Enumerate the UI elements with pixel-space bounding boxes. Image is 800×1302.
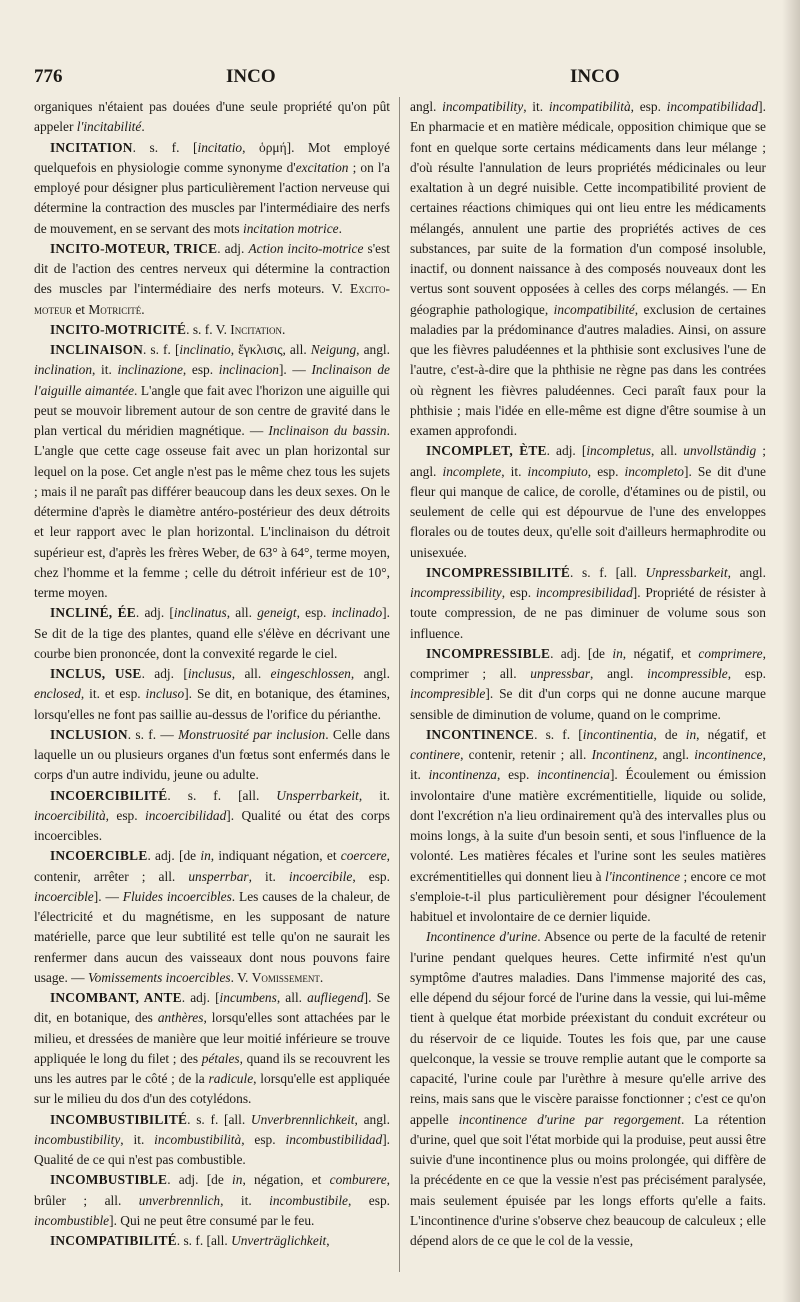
entry-text: . adj.: [217, 240, 249, 256]
italic-term: Inclinaison de l'aiguille aimantée: [34, 362, 390, 398]
entry-headword: INCOMPRESSIBLE: [426, 645, 551, 661]
entry-text: , indiquant négation, et: [210, 848, 341, 864]
italic-term: enclosed: [34, 686, 81, 702]
entry-headword: INCOMBANT, ANTE: [50, 990, 182, 1005]
entry-text: . L'angle que fait avec l'horizon une aiguille qui peut se mouvoir librement autour de son centre de gravité dans le plan vertical du méridien magnétique. —: [34, 382, 390, 438]
italic-term: inclinado: [331, 605, 383, 621]
dictionary-entry: [34, 340, 390, 603]
italic-term: Unverträglichkeit: [231, 1233, 327, 1248]
entry-text: . Les causes de la chaleur, de l'électricité et du magnétisme, en les supposant de nature matérielle, parce que leur subtilité est telle qu'on ne saurait les renfermer dans aucun des vaisseaux dont nous pouvons faire usage. —: [34, 888, 390, 985]
entry-text: , de: [653, 726, 686, 742]
dictionary-entry: [410, 725, 766, 928]
entry-text: , comprimer ; all.: [410, 645, 766, 681]
entry-text: , it.: [501, 463, 528, 479]
entry-text: . adj. [: [141, 666, 188, 681]
italic-term: unvollständig: [683, 443, 757, 459]
italic-term: coercere: [340, 848, 387, 864]
italic-term: inclinatio: [179, 342, 231, 357]
entry-text: , angl.: [590, 666, 648, 681]
entry-text: ]. Se dit de la tige des plantes, quand elle s'élève en décrivant une courbe bien prononcée, dont la convexité regarde le ciel.: [34, 605, 390, 661]
left-column: [34, 97, 390, 1282]
entry-headword: INCLUS, USE: [50, 666, 142, 681]
cross-reference: Excito-moteur: [34, 281, 390, 317]
entry-text: . adj. [de: [147, 848, 201, 864]
entry-headword: INCOERCIBLE: [50, 848, 148, 864]
italic-term: Vomissements incoercibles: [87, 969, 231, 985]
entry-text: , all.: [651, 443, 684, 459]
entry-text: , esp.: [241, 1131, 286, 1147]
entry-text: ]. Qualité de ce qui n'est pas combustible.: [34, 1131, 390, 1167]
entry-text: ]. Écoulement ou émission involontaire d'une matière excrémentitielle, liquide ou solide, dont l'excrétion n'a lieu ordinairement qu'à des intervalles plus ou moins longs, à la suite d'un besoin senti, et sous l'influence de la volonté. Les matières fécales et l'urine sont les seules matières excrémentitielles qui donnent lieu à: [410, 767, 766, 884]
italic-term: Action incito-motrice: [248, 240, 364, 256]
italic-term: anthères: [157, 1010, 204, 1026]
entry-text: , négation, et: [242, 1172, 330, 1188]
dictionary-entry: [34, 1231, 390, 1251]
italic-term: inclusus: [187, 666, 232, 681]
entry-text: ; on l'a employé pour désigner plus particulièrement l'action nerveuse qui détermine la contraction des muscles par l'intermédiaire des nerfs de mouvement, en se servant des mots: [34, 159, 390, 236]
entry-text: . V.: [230, 969, 252, 985]
dictionary-entry: [34, 988, 390, 1110]
entry-text: , angl.: [727, 564, 766, 580]
entry-text: . Celle dans laquelle un ou plusieurs organes d'un fœtus sont enfermés dans le corps d'un autre individu, jeune ou adulte.: [34, 726, 390, 783]
entry-text: , it.: [92, 362, 118, 378]
column-divider: [399, 97, 400, 1272]
italic-term: Inclinaison du bassin: [268, 423, 387, 438]
dictionary-entry: [34, 138, 390, 239]
italic-term: in: [685, 726, 697, 742]
italic-term: geneigt: [257, 605, 297, 621]
entry-text: ]. En pharmacie et en matière médicale, opposition chimique que se font en quelque sorte certains médicaments dans leur mélange ; d'où résulte l'annulation de leurs propriétés médicinales ou leur exaltation à un degré nuisible. Cette incompatibilité provient de certaines réactions chimiques qui ont lieu entre les médicaments mélangés, annulent une partie des propriétés actives de ces substances, par suite de la formation d'un composé insoluble, inactif, ou donnent naissance à des composés nouveaux dont les vertus sont souvent opposées à celles des corps mélangés. — En géographie pathologique,: [410, 99, 766, 317]
entry-headword: INCOMBUSTIBILITÉ: [50, 1111, 188, 1127]
entry-text: . L'angle que cette cage osseuse fait avec un plan horizontal sur lequel on la pose. Cet angle n'est pas le même chez tous les sujets ; mais il ne paraît pas différer beaucoup dans les deux sexes. On le détermine d'après le diamètre antéro-postérieur des deux détroits et leur rapport avec le plan horizontal. L'inclinaison du détroit supérieur est, d'après les frères Weber, de 63° à 64°, terme moyen, chez l'homme et la femme ; celle du détroit inférieur est de 10°, terme moyen.: [34, 423, 390, 600]
entry-text: , contenir, arrêter ; all.: [34, 848, 390, 884]
entry-headword: INCONTINENCE: [426, 726, 535, 742]
entry-text: ]. Se dit, en botanique, des: [34, 990, 390, 1026]
page-header: [34, 66, 774, 96]
italic-term: Unsperrbarkeit: [276, 787, 359, 803]
entry-text: ]. Se dit, en botanique, des étamines, lorsqu'elles ne font pas saillie au-dessus de l'orifice du périanthe.: [34, 686, 390, 722]
italic-term: in: [200, 848, 211, 864]
italic-term: Unverbrennlichkeit: [250, 1111, 355, 1127]
entry-text: . adj. [: [546, 443, 587, 459]
entry-text: . s. f. V.: [186, 321, 231, 337]
entry-text: organiques n'étaient pas douées d'une seule propriété qu'on pût appeler: [34, 99, 390, 135]
italic-term: incoercibilità: [34, 807, 106, 823]
entry-text: . La rétention d'urine, quel que soit l'état morbide qui la produise, peut aussi être suivie d'une incontinence plus ou moins prolongée, qui diffère de la précédente en ce que la vessie n'est pas précisément paralysée, mais seulement épuisée par les longs efforts qu'elle a faits. L'incontinence d'urine s'observe chez beaucoup de calculeux ; elle dépend alors de ce que le col de la vessie,: [410, 1111, 766, 1248]
dictionary-entry: [34, 320, 390, 340]
italic-term: incumbens: [219, 990, 277, 1005]
entry-text: et: [72, 301, 89, 317]
entry-text: , it.: [220, 1192, 270, 1208]
italic-term: incompleto: [624, 463, 684, 479]
entry-text: , angl.: [654, 747, 695, 762]
entry-text: , esp.: [296, 605, 332, 621]
entry-text: , it.: [523, 99, 549, 114]
italic-term: unverbrennlich: [138, 1192, 221, 1208]
italic-term: incompatibilité: [553, 301, 635, 317]
dictionary-entry: [410, 644, 766, 725]
entry-text: . adj. [: [181, 990, 220, 1005]
entry-headword: INCOMPRESSIBILITÉ: [426, 564, 571, 580]
entry-text: .: [338, 220, 342, 236]
italic-term: Neigung: [310, 342, 357, 357]
entry-text: ; encore ce mot s'emploie-t-il plus particulièrement pour désigner l'écoulement habituel et involontaire de ce dernier liquide.: [410, 868, 766, 924]
entry-headword: INCLINÉ, ÉE: [50, 605, 136, 621]
entry-text: , esp.: [727, 666, 766, 681]
entry-text: , exclusion de certaines maladies par la prédominance d'autres maladies. Ainsi, on assure que les fièvres paludéennes et la phthisie sont exclusives l'une de l'autre, c'est-à-dire que la phthisie ne règne pas dans les contrées où règnent les fièvres paludéennes. Ceci paraît faux pour la phthisie ; mais l'idée en elle-même est digne d'être soumise à un examen approfondi.: [410, 301, 766, 438]
entry-text: , ἔγκλισις, all.: [230, 342, 311, 357]
entry-text: , it.: [248, 868, 289, 884]
entry-text: .: [282, 321, 286, 337]
entry-text: . adj. [: [135, 605, 174, 621]
entry-text: , contenir, retenir ; all.: [460, 747, 592, 762]
italic-term: in: [232, 1172, 243, 1188]
entry-text: angl.: [410, 99, 443, 114]
right-column: [410, 97, 766, 1282]
italic-term: incompressible: [647, 666, 728, 681]
entry-text: , négatif, et: [696, 726, 766, 742]
italic-term: incompatibility: [442, 99, 524, 114]
italic-term: unpressbar: [530, 666, 591, 681]
entry-text: , all.: [231, 666, 271, 681]
entry-headword: INCLUSION: [50, 726, 128, 742]
italic-term: l'incontinence: [605, 868, 681, 884]
entry-headword: INCOMPLET, ÈTE: [426, 443, 547, 459]
italic-term: Incontinenz: [591, 747, 655, 762]
italic-term: incombustibile: [269, 1192, 348, 1208]
entry-text: , esp.: [352, 868, 390, 884]
italic-term: Unpressbarkeit: [645, 564, 728, 580]
italic-term: incontinenza: [428, 767, 497, 783]
entry-text: ,: [326, 1233, 330, 1248]
italic-term: aufliegend: [307, 990, 364, 1005]
italic-term: pétales: [201, 1050, 240, 1066]
entry-headword: INCLINAISON: [50, 342, 143, 357]
italic-term: Fluides incoercibles: [122, 888, 232, 904]
entry-text: . s. f. [all.: [187, 1111, 251, 1127]
italic-term: inclination: [34, 362, 93, 378]
entry-text: ]. Qui ne peut être consumé par le feu.: [109, 1212, 315, 1228]
entry-text: , all.: [276, 990, 308, 1005]
italic-term: inclinatus: [173, 605, 227, 621]
entry-text: , lorsqu'elle est appliquée sur le milieu du dos d'un des cotylédons.: [34, 1071, 390, 1107]
italic-term: incomplete: [442, 463, 502, 479]
italic-term: incompressibility: [410, 585, 502, 600]
entry-text: ]. Se dit d'un corps qui ne donne aucune marque sensible de diminution de volume, quand on le comprime.: [410, 686, 766, 722]
entry-headword: INCITATION: [50, 139, 133, 155]
entry-text: , esp.: [501, 585, 536, 600]
italic-term: incompatibilidad: [666, 99, 759, 114]
italic-term: incitatio: [197, 139, 243, 155]
entry-text: . s. f. [all.: [176, 1233, 232, 1248]
dictionary-entry: [34, 603, 390, 664]
dictionary-entry: [34, 97, 390, 138]
italic-term: incontinencia: [537, 767, 610, 783]
italic-term: incompiuto: [527, 463, 588, 479]
entry-text: s'est dit de l'action des centres nerveux qui détermine la contraction des muscles par l'intermédiaire des nerfs moteurs. V.: [34, 240, 390, 297]
entry-text: .: [319, 969, 324, 985]
entry-text: , esp.: [630, 99, 667, 114]
dictionary-entry: [34, 1170, 390, 1231]
italic-term: incompresible: [410, 686, 486, 702]
italic-term: radicule: [208, 1071, 254, 1086]
italic-term: incoercibilidad: [144, 807, 227, 823]
entry-text: , brûler ; all.: [34, 1172, 390, 1208]
entry-headword: INCOMBUSTIBLE: [50, 1172, 168, 1188]
entry-text: , esp.: [182, 362, 219, 378]
italic-term: incontinence: [694, 747, 763, 762]
italic-term: in: [612, 645, 623, 661]
entry-text: , esp.: [587, 463, 625, 479]
entry-text: , angl.: [350, 666, 390, 681]
page-number: 776: [34, 66, 63, 87]
italic-term: incompatibilità: [548, 99, 631, 114]
italic-term: inclinacion: [218, 362, 279, 378]
italic-term: incombustibilità: [154, 1131, 242, 1147]
italic-term: incluso: [145, 686, 185, 702]
italic-term: Incontinence d'urine: [426, 929, 538, 945]
entry-text: .: [141, 119, 145, 135]
italic-term: incitation motrice: [243, 220, 339, 236]
entry-text: , it.: [410, 747, 766, 783]
entry-text: . s. f. [all.: [570, 564, 646, 580]
italic-term: incoercibile: [288, 868, 353, 884]
entry-text: . s. f. [all.: [167, 787, 277, 803]
dictionary-entry: [410, 441, 766, 563]
dictionary-entry: [34, 664, 390, 725]
entry-text: ; angl.: [410, 443, 766, 479]
cross-reference: Vomissement: [251, 969, 320, 985]
entry-text: , it.: [358, 787, 390, 803]
dictionary-entry: [410, 563, 766, 644]
italic-term: excitation: [295, 159, 349, 175]
entry-text: ]. —: [278, 362, 312, 378]
entry-text: . Absence ou perte de la faculté de retenir l'urine pendant quelques heures. Cette infirmité n'est qu'un symptôme d'autres maladies. Dans l'immense majorité des cas, elle dépend du séjour forcé de l'urine dans la vessie, qui lui-même tient à quelque état morbide préexistant du conduit excréteur ou du réservoir de ce liquide. Toutes les fois que, par une cause quelconque, la vessie se trouve remplie autant que le comporte sa capacité, l'urine coule par l'urèthre à mesure qu'elle arrive des reins, mais sans que le viscère paraisse fonctionner ; c'est ce qu'on appelle: [410, 929, 766, 1127]
dictionary-entry: [34, 786, 390, 847]
italic-term: incombustibilidad: [285, 1131, 383, 1147]
running-head-right: INCO: [570, 66, 620, 87]
italic-term: continere: [410, 747, 461, 762]
entry-text: , lorsqu'elles sont attachées par le milieu, et dressées de manière que leur moitié inférieure se trouve appliquée le long du filet ; des: [34, 1010, 390, 1066]
entry-text: , négatif, et: [622, 645, 699, 661]
entry-text: , angl.: [354, 1111, 390, 1127]
entry-text: ]. —: [93, 888, 123, 904]
dictionary-entry: [34, 725, 390, 786]
italic-term: comprimere: [698, 645, 763, 661]
entry-text: . s. f. [: [534, 726, 583, 742]
entry-text: , quand ils se recouvrent les uns les autres par le côté ; de la: [34, 1050, 390, 1086]
entry-text: . adj. [de: [167, 1172, 233, 1188]
entry-text: , esp.: [348, 1192, 390, 1208]
entry-headword: INCITO-MOTEUR, TRICE: [50, 240, 218, 256]
entry-text: . adj. [de: [550, 645, 613, 661]
italic-term: unsperrbar: [188, 868, 249, 884]
dictionary-entry: [34, 1110, 390, 1171]
entry-headword: INCITO-MOTRICITÉ: [50, 321, 187, 337]
dictionary-entry: [34, 239, 390, 320]
entry-text: , it.: [120, 1131, 155, 1147]
running-head-left: INCO: [226, 66, 276, 87]
entry-headword: INCOMPATIBILITÉ: [50, 1233, 177, 1248]
italic-term: incombustible: [34, 1212, 110, 1228]
entry-text: . s. f. [: [142, 342, 180, 357]
italic-term: Monstruosité par inclusion: [178, 726, 326, 742]
italic-term: incontinentia: [582, 726, 654, 742]
entry-text: , esp.: [105, 807, 145, 823]
entry-headword: INCOERCIBILITÉ: [50, 787, 168, 803]
cross-reference: Incitation: [230, 321, 283, 337]
cross-reference: Motricité: [88, 301, 142, 317]
entry-text: , it. et esp.: [80, 686, 146, 702]
entry-text: .: [141, 301, 145, 317]
entry-text: , all.: [226, 605, 258, 621]
italic-term: eingeschlossen: [270, 666, 351, 681]
italic-term: incontinence d'urine par regorgement: [458, 1111, 681, 1127]
dictionary-entry: [34, 846, 390, 988]
entry-text: , angl.: [356, 342, 390, 357]
entry-text: ]. Qualité ou état des corps incoercibles.: [34, 807, 390, 843]
italic-term: inclinazione: [117, 362, 183, 378]
italic-term: comburere: [329, 1172, 387, 1188]
entry-text: ]. Propriété de résister à toute compression, de ne pas diminuer de volume sous son influence.: [410, 585, 766, 641]
entry-text: . s. f. [: [132, 139, 198, 155]
italic-term: incoercible: [34, 888, 94, 904]
italic-term: l'incitabilité: [76, 119, 142, 135]
italic-term: incompresibilidad: [535, 585, 633, 600]
entry-text: , esp.: [497, 767, 538, 783]
italic-term: incombustibility: [34, 1131, 121, 1147]
entry-text: . s. f. —: [127, 726, 179, 742]
entry-text: , ὁρμή]. Mot employé quelquefois en physiologie comme synonyme d': [34, 139, 390, 175]
dictionary-entry: [410, 97, 766, 441]
entry-text: ]. Se dit d'une fleur qui manque de calice, de corolle, d'étamines ou de pistil, ou seulement de celle qui est dépourvue de l'une des enveloppes florales ou de toutes deux, qu'elle soit d'ailleurs hermaphrodite ou unisexuée.: [410, 463, 766, 560]
dictionary-entry: [410, 927, 766, 1251]
page-edge-shadow: [782, 0, 800, 1302]
italic-term: incompletus: [586, 443, 652, 459]
